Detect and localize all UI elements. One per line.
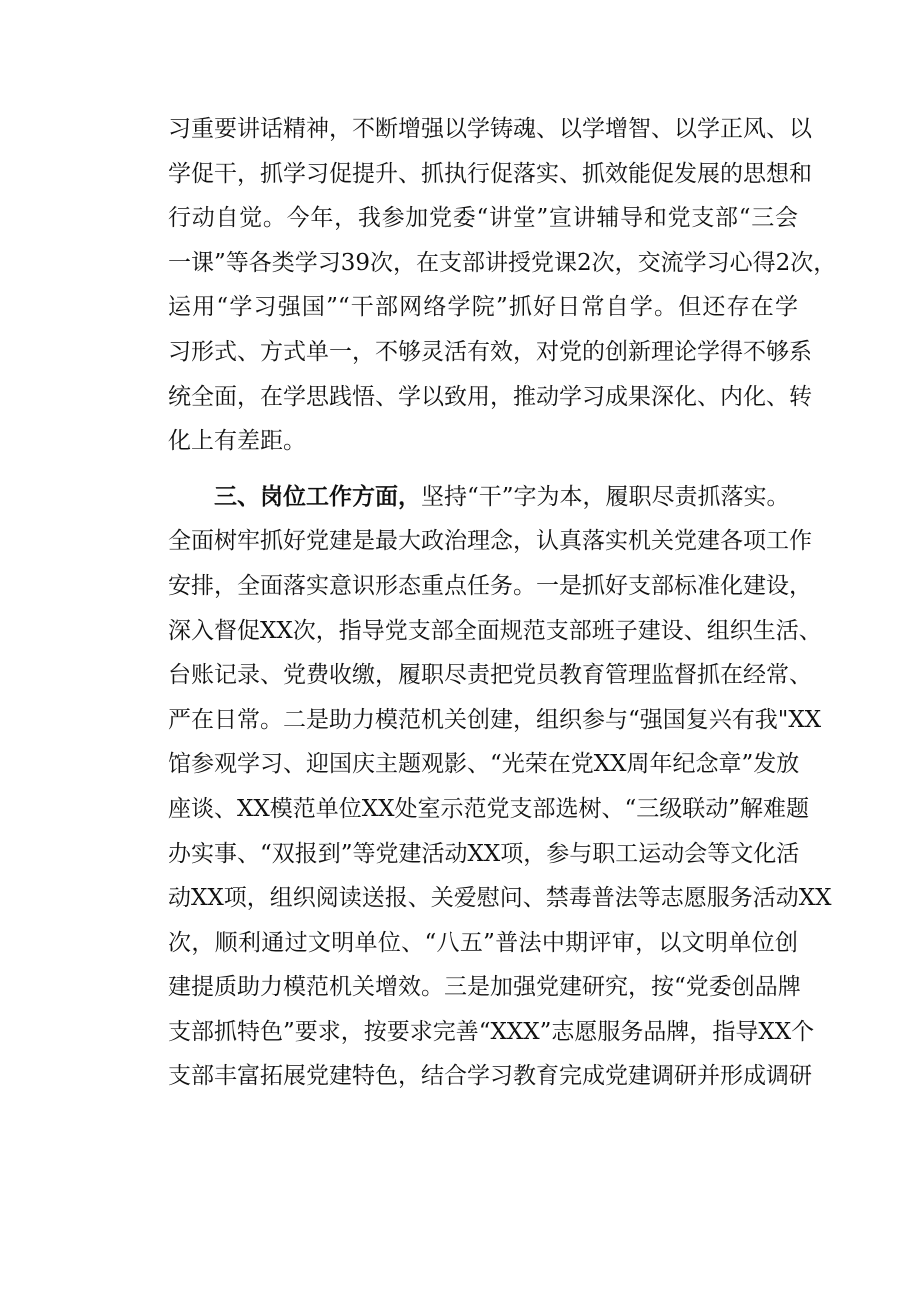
text-line: 动XX项，组织阅读送报、关爱慰问、禁毒普法等志愿服务活动XX — [168, 885, 832, 912]
text-line: 统全面，在学思践悟、学以致用，推动学习成果深化、内化、转 — [168, 383, 812, 410]
paragraph-study — [168, 107, 837, 464]
text-line: 支部抓特色”要求，按要求完善“XXX”志愿服务品牌，指导XX个 — [168, 1018, 815, 1045]
section-heading-line — [168, 475, 798, 520]
text-line: 学促干，抓学习促提升、抓执行促落实、抓效能促发展的思想和 — [168, 160, 812, 187]
text-line: 一课”等各类学习39次，在支部讲授党课2次，交流学习心得2次， — [168, 249, 837, 276]
paragraph-gap — [168, 464, 798, 475]
text-line: 习形式、方式单一，不够灵活有效，对党的创新理论学得不够系 — [168, 338, 812, 365]
text-line: 安排，全面落实意识形态重点任务。一是抓好支部标准化建设， — [168, 572, 812, 599]
text-line: 次，顺利通过文明单位、“八五”普法中期评审，以文明单位创 — [168, 929, 798, 956]
text-line: 深入督促XX次，指导党支部全面规范支部班子建设、组织生活、 — [168, 617, 822, 644]
paragraph-job-work — [168, 475, 832, 1099]
text-line: 台账记录、党费收缴，履职尽责把党员教育管理监督抓在经常、 — [168, 662, 812, 689]
text-line: 馆参观学习、迎国庆主题观影、“光荣在党XX周年纪念章”发放 — [168, 751, 800, 778]
section-heading: 三、岗位工作方面， — [214, 482, 421, 510]
text-line: 习重要讲话精神，不断增强以学铸魂、以学增智、以学正风、以 — [168, 116, 812, 142]
text-line: 支部丰富拓展党建特色，结合学习教育完成党建调研并形成调研 — [168, 1063, 812, 1090]
text-line: 严在日常。二是助力模范机关创建，组织参与“强国复兴有我"XX — [168, 706, 822, 733]
text-line: 办实事、“双报到”等党建活动XX项，参与职工运动会等文化活 — [168, 840, 800, 867]
text-line: 行动自觉。今年，我参加党委“讲堂”宣讲辅导和党支部“三会 — [168, 205, 798, 232]
text-line: 建提质助力模范机关增效。三是加强党建研究，按“党委创品牌 — [168, 974, 801, 1001]
text-line: 化上有差距。 — [168, 428, 306, 455]
text-line: 全面树牢抓好党建是最大政治理念，认真落实机关党建各项工作 — [168, 528, 812, 555]
text-line: 运用“学习强国”“干部网络学院”抓好日常自学。但还存在学 — [168, 294, 798, 321]
document-body — [168, 107, 837, 1099]
section-heading-rest: 坚持“干”字为本，履职尽责抓落实。 — [421, 483, 790, 510]
text-line: 座谈、XX模范单位XX处室示范党支部选树、“三级联动”解难题 — [168, 795, 810, 822]
